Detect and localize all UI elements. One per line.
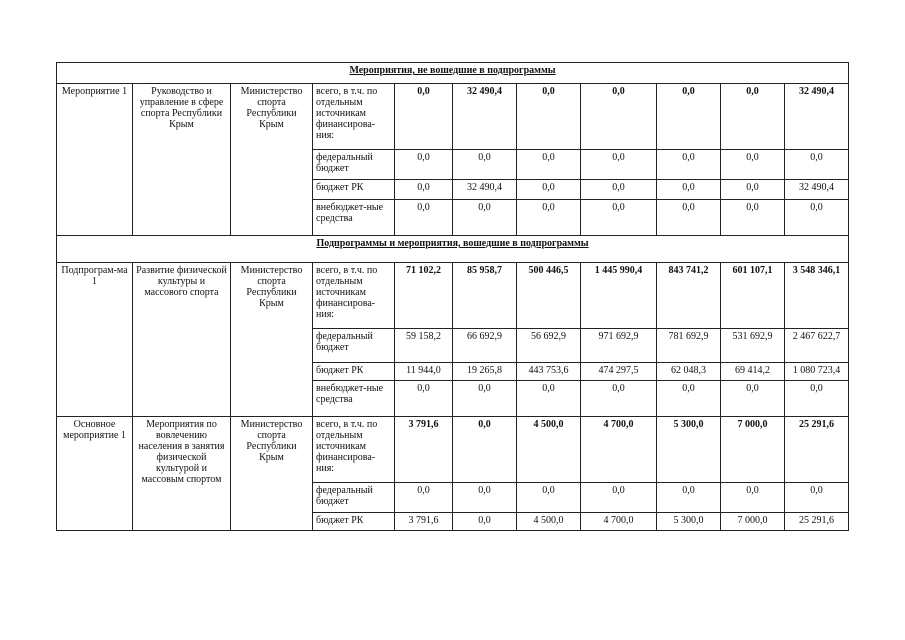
- amount-cell: 0,0: [785, 200, 849, 236]
- amount-cell: 0,0: [453, 150, 517, 180]
- amount-cell: 0,0: [395, 84, 453, 150]
- amount-cell: 32 490,4: [785, 84, 849, 150]
- amount-cell: 0,0: [517, 84, 581, 150]
- amount-cell: 0,0: [395, 200, 453, 236]
- amount-cell: 0,0: [721, 180, 785, 200]
- amount-cell: 69 414,2: [721, 363, 785, 381]
- funding-source-cell: бюджет РК: [313, 363, 395, 381]
- funding-source-cell: всего, в т.ч. по отдельным источникам финансирова-ния:: [313, 417, 395, 483]
- table-row: [57, 417, 849, 483]
- amount-cell: 5 300,0: [657, 417, 721, 483]
- amount-cell: 5 300,0: [657, 513, 721, 531]
- amount-cell: 0,0: [395, 180, 453, 200]
- section-header-row: [57, 63, 849, 84]
- amount-cell: 85 958,7: [453, 263, 517, 329]
- funding-source-cell: федеральный бюджет: [313, 329, 395, 363]
- section-title: Мероприятия, не вошедшие в подпрограммы: [57, 63, 849, 84]
- amount-cell: 0,0: [581, 150, 657, 180]
- amount-cell: 3 791,6: [395, 513, 453, 531]
- amount-cell: 0,0: [453, 513, 517, 531]
- amount-cell: 443 753,6: [517, 363, 581, 381]
- amount-cell: 2 467 622,7: [785, 329, 849, 363]
- amount-cell: 0,0: [453, 417, 517, 483]
- event-type-cell: Мероприятие 1: [57, 84, 133, 236]
- event-name-cell: Руководство и управление в сфере спорта Республики Крым: [133, 84, 231, 236]
- amount-cell: 25 291,6: [785, 513, 849, 531]
- amount-cell: 0,0: [657, 150, 721, 180]
- amount-cell: 1 445 990,4: [581, 263, 657, 329]
- amount-cell: 0,0: [721, 200, 785, 236]
- funding-source-cell: бюджет РК: [313, 180, 395, 200]
- amount-cell: 781 692,9: [657, 329, 721, 363]
- section-header-row: [57, 236, 849, 263]
- amount-cell: 0,0: [657, 180, 721, 200]
- amount-cell: 0,0: [785, 381, 849, 417]
- amount-cell: 0,0: [581, 84, 657, 150]
- amount-cell: 32 490,4: [453, 84, 517, 150]
- amount-cell: 11 944,0: [395, 363, 453, 381]
- amount-cell: 32 490,4: [453, 180, 517, 200]
- funding-source-cell: федеральный бюджет: [313, 150, 395, 180]
- amount-cell: 0,0: [517, 483, 581, 513]
- amount-cell: 0,0: [657, 483, 721, 513]
- amount-cell: 1 080 723,4: [785, 363, 849, 381]
- amount-cell: 25 291,6: [785, 417, 849, 483]
- amount-cell: 0,0: [785, 483, 849, 513]
- table-row: [57, 84, 849, 150]
- amount-cell: 0,0: [785, 150, 849, 180]
- amount-cell: 0,0: [395, 381, 453, 417]
- amount-cell: 601 107,1: [721, 263, 785, 329]
- funding-source-cell: всего, в т.ч. по отдельным источникам финансирова-ния:: [313, 84, 395, 150]
- amount-cell: 971 692,9: [581, 329, 657, 363]
- event-type-cell: Подпрограм-ма 1: [57, 263, 133, 417]
- amount-cell: 7 000,0: [721, 417, 785, 483]
- amount-cell: 0,0: [453, 200, 517, 236]
- amount-cell: 0,0: [581, 180, 657, 200]
- amount-cell: 71 102,2: [395, 263, 453, 329]
- budget-table: [56, 62, 849, 531]
- amount-cell: 4 500,0: [517, 417, 581, 483]
- amount-cell: 4 700,0: [581, 417, 657, 483]
- amount-cell: 56 692,9: [517, 329, 581, 363]
- executor-cell: Министерство спорта Республики Крым: [231, 263, 313, 417]
- amount-cell: 32 490,4: [785, 180, 849, 200]
- amount-cell: 500 446,5: [517, 263, 581, 329]
- amount-cell: 0,0: [453, 381, 517, 417]
- amount-cell: 0,0: [395, 483, 453, 513]
- amount-cell: 0,0: [517, 180, 581, 200]
- event-type-cell: Основное мероприятие 1: [57, 417, 133, 531]
- amount-cell: 0,0: [657, 381, 721, 417]
- amount-cell: 843 741,2: [657, 263, 721, 329]
- amount-cell: 0,0: [517, 381, 581, 417]
- amount-cell: 0,0: [657, 200, 721, 236]
- executor-cell: Министерство спорта Республики Крым: [231, 417, 313, 531]
- amount-cell: 19 265,8: [453, 363, 517, 381]
- amount-cell: 0,0: [657, 84, 721, 150]
- amount-cell: 66 692,9: [453, 329, 517, 363]
- amount-cell: 0,0: [395, 150, 453, 180]
- amount-cell: 0,0: [581, 483, 657, 513]
- funding-source-cell: внебюджет-ные средства: [313, 381, 395, 417]
- section-title: Подпрограммы и мероприятия, вошедшие в подпрограммы: [57, 236, 849, 263]
- amount-cell: 0,0: [517, 150, 581, 180]
- amount-cell: 0,0: [721, 381, 785, 417]
- amount-cell: 0,0: [453, 483, 517, 513]
- amount-cell: 531 692,9: [721, 329, 785, 363]
- amount-cell: 59 158,2: [395, 329, 453, 363]
- amount-cell: 0,0: [581, 200, 657, 236]
- amount-cell: 4 500,0: [517, 513, 581, 531]
- funding-source-cell: федеральный бюджет: [313, 483, 395, 513]
- amount-cell: 0,0: [517, 200, 581, 236]
- funding-source-cell: всего, в т.ч. по отдельным источникам финансирова-ния:: [313, 263, 395, 329]
- executor-cell: Министерство спорта Республики Крым: [231, 84, 313, 236]
- event-name-cell: Развитие физической культуры и массового спорта: [133, 263, 231, 417]
- amount-cell: 7 000,0: [721, 513, 785, 531]
- funding-source-cell: бюджет РК: [313, 513, 395, 531]
- amount-cell: 4 700,0: [581, 513, 657, 531]
- amount-cell: 0,0: [721, 150, 785, 180]
- amount-cell: 0,0: [581, 381, 657, 417]
- amount-cell: 3 548 346,1: [785, 263, 849, 329]
- table-row: [57, 263, 849, 329]
- amount-cell: 0,0: [721, 483, 785, 513]
- amount-cell: 474 297,5: [581, 363, 657, 381]
- amount-cell: 3 791,6: [395, 417, 453, 483]
- funding-source-cell: внебюджет-ные средства: [313, 200, 395, 236]
- amount-cell: 0,0: [721, 84, 785, 150]
- event-name-cell: Мероприятия по вовлечению населения в занятия физической культурой и массовым спортом: [133, 417, 231, 531]
- amount-cell: 62 048,3: [657, 363, 721, 381]
